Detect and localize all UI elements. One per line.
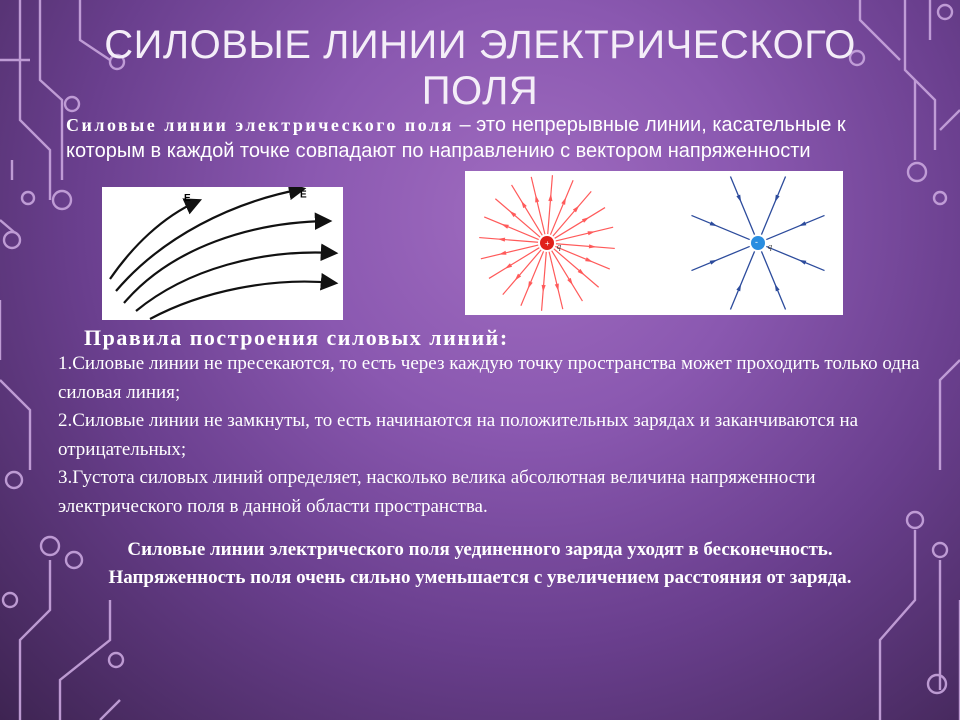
point-charges-drawing <box>465 171 843 315</box>
field-arrow <box>555 284 559 292</box>
rule-item: 2.Силовые линии не замкнуты, то есть начинаются на положительных зарядах и заканчиваются на отрицательных; <box>58 410 859 460</box>
svg-text:-: - <box>755 237 758 247</box>
field-arrow <box>775 195 780 203</box>
field-arrow <box>501 224 509 229</box>
vector-label-e-right: E <box>300 189 307 201</box>
field-arrow <box>499 251 507 255</box>
field-arrow <box>582 217 589 223</box>
field-arrow <box>710 260 718 265</box>
field-ray <box>542 252 547 311</box>
field-ray <box>730 176 754 234</box>
field-ray <box>761 251 785 309</box>
field-arrow <box>736 195 741 203</box>
field-arrow <box>567 278 573 285</box>
field-ray <box>548 175 553 234</box>
field-arrow <box>588 231 596 235</box>
field-arrow <box>561 197 566 205</box>
field-ray <box>730 251 754 309</box>
slide-title: СИЛОВЫЕ ЛИНИИ ЭЛЕКТРИЧЕСКОГО ПОЛЯ <box>104 23 856 113</box>
definition-text <box>66 112 886 164</box>
field-lines-figure <box>102 187 343 320</box>
field-ray <box>479 238 538 243</box>
field-arrow <box>528 281 533 289</box>
field-lines-drawing <box>102 187 343 320</box>
definition-rest: – это непрерывные линии, касательные к которым в каждой точке совпадают по направлению с вектором напряженности <box>66 114 846 162</box>
rules-heading: Правила построения силовых линий: <box>84 325 509 350</box>
field-arrow <box>585 257 593 262</box>
vector-label-e-left: E <box>184 193 191 204</box>
field-ray <box>549 252 563 309</box>
definition-term: Силовые линии электрического поля <box>66 115 454 135</box>
rule-item: 1.Силовые линии не пресекаются, то есть через каждую точку пространства может проходить только одна силовая линия; <box>58 353 920 403</box>
field-arrow <box>799 221 807 226</box>
positive-charge-label: q <box>557 242 561 251</box>
field-arrow <box>535 195 539 203</box>
field-ray <box>691 215 749 239</box>
svg-text:+: + <box>545 239 550 248</box>
field-line <box>150 282 334 319</box>
field-ray <box>766 215 824 239</box>
field-ray <box>556 227 613 241</box>
field-ray <box>481 245 538 259</box>
field-ray <box>489 248 539 279</box>
field-arrow <box>736 284 741 292</box>
field-ray <box>512 185 543 235</box>
field-ray <box>556 244 615 249</box>
field-ray <box>552 251 583 301</box>
field-arrow <box>521 201 527 208</box>
field-ray <box>691 246 749 270</box>
field-line <box>116 189 302 291</box>
rules-list <box>58 350 938 521</box>
field-ray <box>531 177 545 234</box>
rule-item: 3.Густота силовых линий определяет, насколько велика абсолютная величина напряженности электрического поля в данной области пространства. <box>58 467 816 517</box>
field-arrow <box>710 221 718 226</box>
field-ray <box>761 176 785 234</box>
field-arrow <box>799 260 807 265</box>
field-line <box>110 201 198 279</box>
field-ray <box>555 208 605 239</box>
field-arrow <box>505 263 512 269</box>
point-charges-figure <box>465 171 843 315</box>
conclusion-text: Силовые линии электрического поля уединенного заряда уходят в бесконечность. Напряженность поля очень сильно уменьшается с увеличением расстояния от заряда. <box>108 539 852 588</box>
field-arrow <box>775 284 780 292</box>
field-ray <box>766 246 824 270</box>
negative-charge-label: q <box>768 242 772 251</box>
negative-charge <box>751 236 765 250</box>
